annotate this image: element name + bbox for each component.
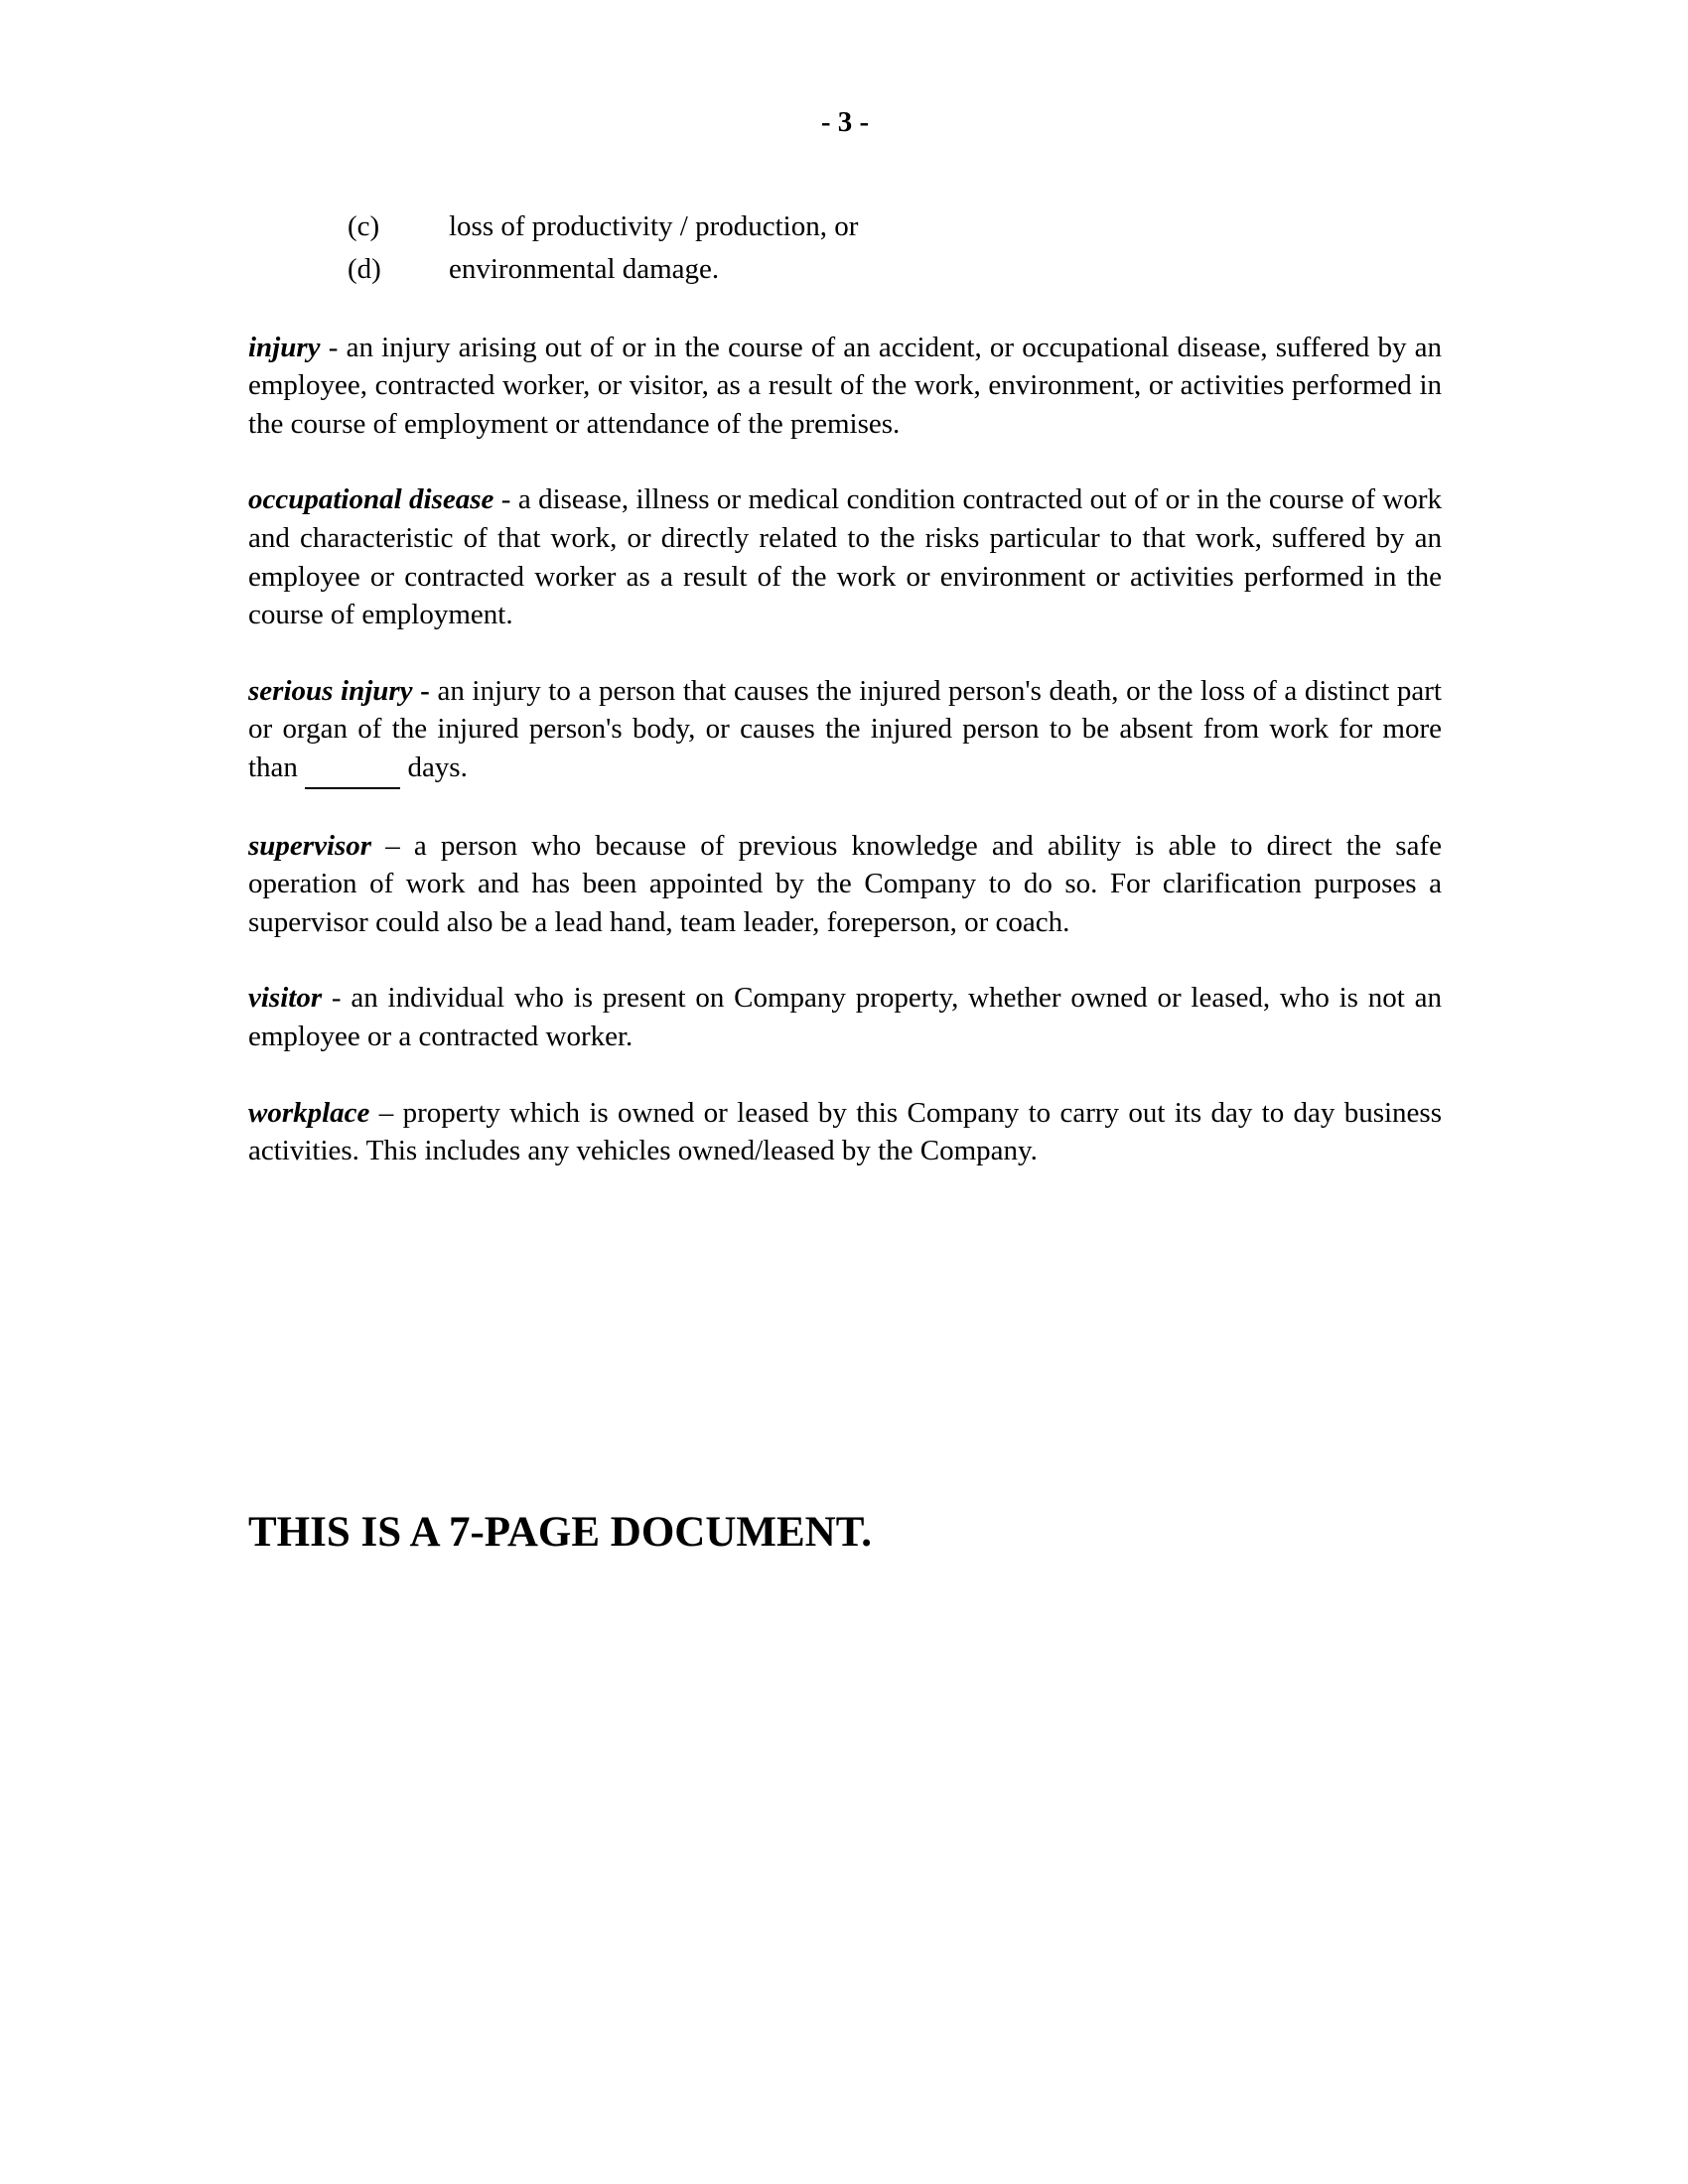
definition-text: an injury arising out of or in the course of an accident, or occupational disease, suffered by an employee, contracted worker, or visitor, as a result of the work, environment, or activities performed in the course of employment or attendance of the premises. — [248, 331, 1443, 440]
list-item-marker: (c) — [348, 209, 380, 242]
definition-occupational-disease — [248, 480, 1442, 633]
definition-separator: – — [385, 829, 400, 862]
definition-separator: – — [378, 1096, 394, 1129]
definition-injury — [248, 329, 1442, 444]
fill-in-blank — [305, 749, 400, 789]
definition-text: a person who because of previous knowledge and ability is able to direct the safe operation of work and has been appointed by the Company to do so. For clarification purposes a supervisor could also be a lead hand, team leader, foreperson, or coach. — [248, 829, 1442, 938]
definition-workplace — [248, 1094, 1442, 1170]
list-item — [248, 205, 1442, 248]
definition-term: occupational disease — [248, 483, 494, 516]
list-item-text: environmental damage. — [449, 252, 720, 285]
definition-serious-injury — [248, 672, 1442, 789]
definition-separator: - — [420, 674, 430, 707]
list-item — [248, 248, 1442, 291]
definition-term: supervisor — [248, 829, 372, 862]
definition-supervisor — [248, 827, 1442, 942]
definition-separator: - — [500, 483, 511, 516]
definition-term: serious injury — [248, 674, 413, 707]
definition-text: an injury to a person that causes the injured person's death, or the loss of a distinct part or organ of the injured person's body, or causes the injured person to be absent from work for more than — [248, 674, 1442, 783]
definition-separator: - — [328, 331, 339, 363]
sub-clause-list — [248, 205, 1442, 291]
definition-term: injury — [248, 331, 321, 363]
document-length-notice: THIS IS A 7-PAGE DOCUMENT. — [248, 1508, 872, 1556]
list-item-marker: (d) — [348, 252, 381, 285]
definition-term: workplace — [248, 1096, 370, 1129]
definition-term: visitor — [248, 982, 323, 1015]
page-number: - 3 - — [820, 106, 870, 138]
definition-text: property which is owned or leased by this Company to carry out its day to day business activities. This includes any vehicles owned/leased by the Company. — [248, 1096, 1443, 1167]
list-item-text: loss of productivity / production, or — [449, 209, 859, 242]
definition-visitor — [248, 979, 1442, 1055]
definition-text: days. — [407, 751, 468, 783]
definition-separator: - — [331, 982, 342, 1015]
definition-text: a disease, illness or medical condition contracted out of or in the course of work and characteristic of that work, or directly related to the risks particular to that work, suffered by an employee or contracted worker as a result of the work or environment or activities performed in the course of employment. — [248, 483, 1443, 631]
definition-text: an individual who is present on Company property, whether owned or leased, who is not an employee or a contracted worker. — [248, 982, 1442, 1052]
